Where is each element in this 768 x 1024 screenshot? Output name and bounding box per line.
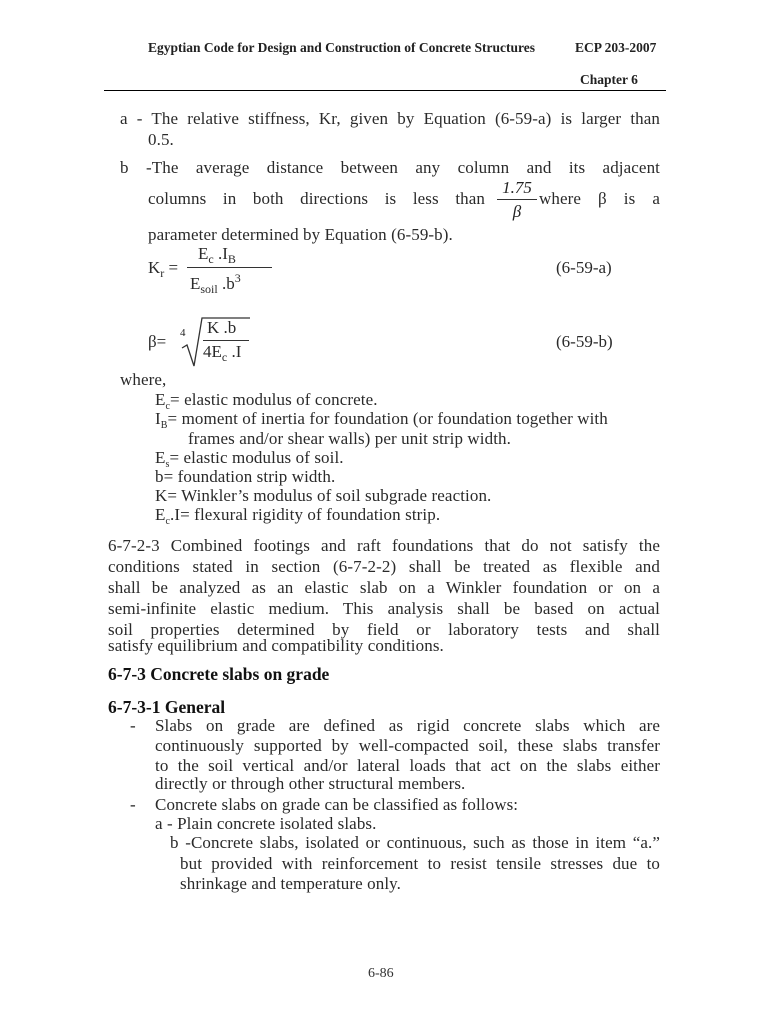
beta-den-pre: 4E xyxy=(203,342,222,361)
beta-lhs: β= xyxy=(148,332,167,351)
item-b-line: shrinkage and temperature only. xyxy=(180,874,402,893)
kr-num-e: E xyxy=(198,244,209,263)
def-sub: c xyxy=(165,401,171,412)
beta-root-index: 4 xyxy=(180,327,186,339)
def-sub: s xyxy=(165,459,170,470)
kr-denominator xyxy=(190,271,241,296)
bullet1-line: Slabs on grade are defined as rigid concrete slabs which are xyxy=(155,716,660,735)
def-symbol: E xyxy=(155,390,166,409)
definition-item xyxy=(188,429,511,449)
item-b-line: but provided with reinforcement to resist tensile stresses due to xyxy=(180,854,660,873)
header-rule xyxy=(104,90,666,91)
condition-b-frac-line xyxy=(497,199,537,200)
beta-numerator: K .b xyxy=(207,318,237,337)
section-6723-line: satisfy equilibrium and compatibility conditions. xyxy=(108,636,444,655)
kr-lhs xyxy=(148,258,178,278)
section-6723-line: shall be analyzed as an elastic slab on a Winkler foundation or on a xyxy=(108,578,660,597)
bullet-dash: - xyxy=(130,716,136,735)
def-text: = moment of inertia for foundation (or foundation together with xyxy=(167,409,608,428)
kr-den-b: .b xyxy=(217,274,235,293)
bullet1-line: to the soil vertical and/or lateral loads that act on the slabs either xyxy=(155,756,660,775)
condition-b-line1: b -The average distance between any column and its adjacent xyxy=(120,158,660,177)
beta-den-post: .I xyxy=(227,342,242,361)
kr-fraction-line xyxy=(187,267,272,268)
kr-num-e-sub: c xyxy=(208,252,214,266)
condition-b-frac-den: β xyxy=(512,202,522,221)
def-text: = Winkler’s modulus of soil subgrade reaction. xyxy=(167,486,492,505)
kr-den-e: E xyxy=(190,274,201,293)
bullet1-line: directly or through other structural members. xyxy=(155,774,466,793)
definition-item xyxy=(155,390,378,410)
definition-item xyxy=(155,486,491,506)
def-symbol: b xyxy=(155,467,164,486)
def-text: = foundation strip width. xyxy=(163,467,336,486)
kr-equals: = xyxy=(168,258,179,277)
def-text: = elastic modulus of soil. xyxy=(169,448,344,467)
definition-item xyxy=(155,505,440,525)
def-symbol: E xyxy=(155,448,166,467)
kr-num-dot: .I xyxy=(213,244,228,263)
condition-a-line1: a - The relative stiffness, Kr, given by Equation (6-59-a) is larger than xyxy=(120,109,660,128)
def-text: = elastic modulus of concrete. xyxy=(170,390,378,409)
beta-den-sub: c xyxy=(221,350,228,364)
section-6723-line: conditions stated in section (6-7-2-2) shall be treated as flexible and xyxy=(108,557,660,576)
def-text: frames and/or shear walls) per unit strip width. xyxy=(188,429,511,448)
subsection-heading: 6-7-3-1 General xyxy=(108,697,226,717)
condition-b-line2-pre: columns in both directions is less than xyxy=(148,189,485,208)
definitions-intro: where, xyxy=(120,370,167,389)
def-text: .I= flexural rigidity of foundation strip. xyxy=(170,505,441,524)
def-sub: c xyxy=(165,516,171,527)
item-b-line: b -Concrete slabs, isolated or continuous, such as those in item “a.” xyxy=(170,833,660,852)
kr-lhs-sub: r xyxy=(160,266,165,280)
item-a: a - Plain concrete isolated slabs. xyxy=(155,814,377,833)
page-number: 6-86 xyxy=(368,966,394,981)
definition-item xyxy=(155,467,335,487)
section-6723-line: semi-infinite elastic medium. This analysis shall be based on actual xyxy=(108,599,660,618)
beta-fraction-line xyxy=(203,340,249,341)
kr-num-i-sub: B xyxy=(227,252,236,266)
condition-b-line3: parameter determined by Equation (6-59-b). xyxy=(148,225,453,244)
kr-den-e-sub: soil xyxy=(200,282,218,296)
bullet1-line: continuously supported by well-compacted soil, these slabs transfer xyxy=(155,736,660,755)
header-title: Egyptian Code for Design and Construction of Concrete Structures xyxy=(148,40,535,55)
bullet-dash: - xyxy=(130,795,136,814)
section-6723-line: soil properties determined by field or laboratory tests and shall xyxy=(108,620,660,639)
def-symbol: E xyxy=(155,505,166,524)
bullet2-line: Concrete slabs on grade can be classified as follows: xyxy=(155,795,519,814)
definition-item xyxy=(155,409,608,429)
definition-item xyxy=(155,448,344,468)
def-symbol: I xyxy=(155,409,161,428)
header-chapter: Chapter 6 xyxy=(580,72,638,87)
kr-equation-label: (6-59-a) xyxy=(556,258,612,277)
def-symbol: K xyxy=(155,486,168,505)
beta-denominator xyxy=(203,342,241,362)
section-heading: 6-7-3 Concrete slabs on grade xyxy=(108,664,330,684)
kr-den-b-sup: 3 xyxy=(234,271,241,285)
kr-numerator xyxy=(198,244,236,264)
def-sub: B xyxy=(160,420,168,431)
beta-equation-label: (6-59-b) xyxy=(556,332,613,351)
kr-lhs-symbol: K xyxy=(148,258,161,277)
condition-b-line2-post: where β is a xyxy=(539,189,660,208)
condition-a-line2: 0.5. xyxy=(148,130,174,149)
section-6723-line: 6-7-2-3 Combined footings and raft foundations that do not satisfy the xyxy=(108,536,660,555)
header-code: ECP 203-2007 xyxy=(575,40,657,55)
condition-b-frac-num: 1.75 xyxy=(502,178,532,197)
